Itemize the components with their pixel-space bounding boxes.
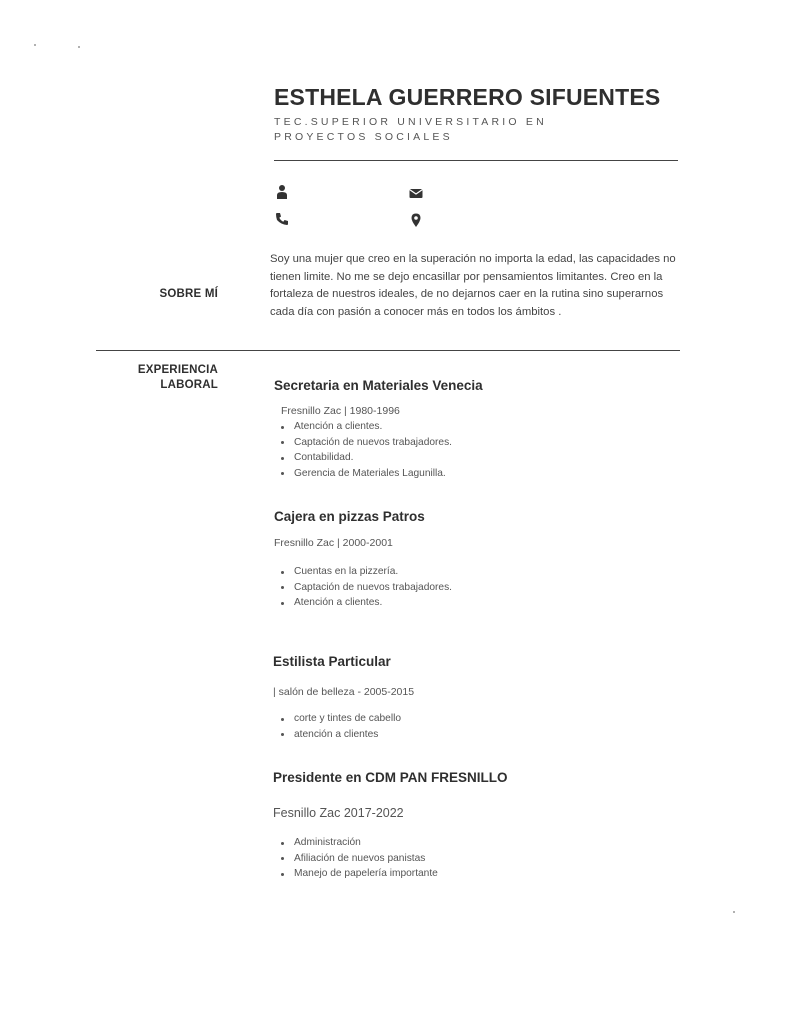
job-title: Cajera en pizzas Patros bbox=[274, 509, 425, 524]
job-duty: Captación de nuevos trabajadores. bbox=[275, 435, 452, 451]
job-duty: Afiliación de nuevos panistas bbox=[275, 851, 438, 867]
scan-speck bbox=[733, 911, 735, 913]
about-text: Soy una mujer que creo en la superación no importa la edad, las capacidades no tienen limite. No me se dejo encasillar por pensamientos limitantes. Creo en la fortaleza de nuestros ideales, de no dejarnos caer en la rutina sino superarnos cada día con pasión a conocer más en todos los ámbitos . bbox=[270, 253, 676, 318]
envelope-icon bbox=[408, 185, 424, 201]
job-duty: Captación de nuevos trabajadores. bbox=[275, 580, 452, 596]
job-meta: Fresnillo Zac | 1980-1996 bbox=[281, 405, 400, 417]
scan-speck bbox=[78, 46, 80, 48]
user-icon bbox=[274, 184, 290, 200]
location-pin-icon bbox=[408, 212, 424, 228]
job-duty: Contabilidad. bbox=[275, 450, 452, 466]
job-duty: Cuentas en la pizzería. bbox=[275, 564, 452, 580]
candidate-name: ESTHELA GUERRERO SIFUENTES bbox=[274, 84, 661, 110]
job-title: Presidente en CDM PAN FRESNILLO bbox=[273, 770, 508, 785]
job-duty: Atención a clientes. bbox=[275, 419, 452, 435]
phone-icon bbox=[274, 211, 290, 227]
job-title: Estilista Particular bbox=[273, 654, 391, 669]
experience-label-line1: EXPERIENCIA bbox=[137, 364, 218, 376]
job-duty: Administración bbox=[275, 835, 438, 851]
job-entry bbox=[274, 378, 483, 393]
professional-title-line1: TEC.SUPERIOR UNIVERSITARIO EN bbox=[274, 116, 547, 128]
experience-section-label bbox=[100, 363, 218, 393]
professional-title-line2: PROYECTOS SOCIALES bbox=[274, 131, 453, 143]
experience-label-line2: LABORAL bbox=[160, 379, 218, 391]
scan-speck bbox=[34, 44, 36, 46]
job-duty: Gerencia de Materiales Lagunilla. bbox=[275, 466, 452, 482]
professional-title bbox=[274, 115, 594, 145]
job-duty: Atención a clientes. bbox=[275, 595, 452, 611]
job-duty: Manejo de papelería importante bbox=[275, 866, 438, 882]
job-title: Secretaria en Materiales Venecia bbox=[274, 378, 483, 393]
section-divider bbox=[96, 350, 680, 351]
job-duty: corte y tintes de cabello bbox=[275, 711, 401, 727]
job-meta: | salón de belleza - 2005-2015 bbox=[273, 686, 415, 698]
header-divider bbox=[274, 160, 678, 161]
about-section-label: SOBRE MÍ bbox=[159, 288, 218, 300]
job-duties bbox=[275, 564, 452, 611]
job-duties bbox=[275, 711, 401, 742]
job-meta: Fesnillo Zac 2017-2022 bbox=[273, 806, 404, 820]
job-duties bbox=[275, 835, 438, 882]
job-meta: Fresnillo Zac | 2000-2001 bbox=[274, 537, 393, 549]
job-duties bbox=[275, 419, 452, 481]
job-duty: atención a clientes bbox=[275, 727, 401, 743]
